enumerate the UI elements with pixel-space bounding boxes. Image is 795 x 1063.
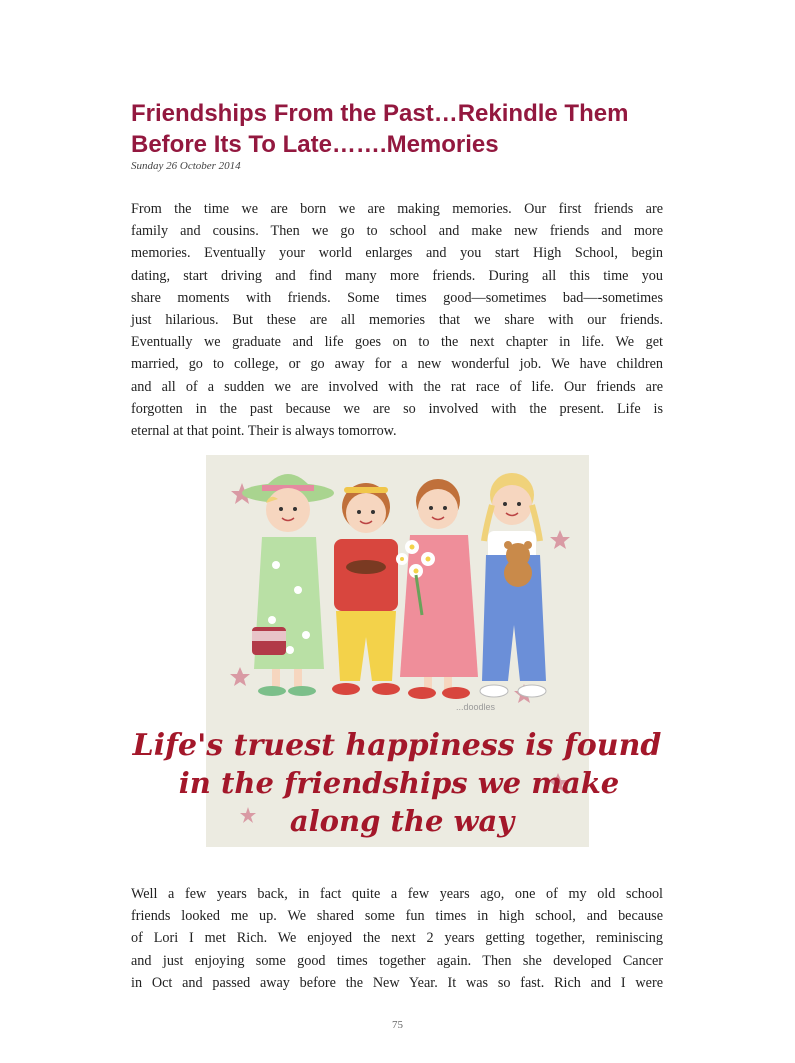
- image-watermark: ...doodles: [456, 702, 496, 712]
- paragraph-line: forgotten in the past because we are so involved with the present. Life is: [131, 400, 663, 417]
- paragraph-line: family and cousins. Then we go to school and make new friends and more: [131, 223, 663, 240]
- article-title: Friendships From the Past…Rekindle Them Before Its To Late…….Memories: [131, 100, 629, 158]
- paragraph-line: share moments with friends. Some times good—sometimes bad—-sometimes: [131, 289, 663, 306]
- paragraph-line: just hilarious. But these are all memories that we share with our friends.: [131, 311, 663, 328]
- image-caption-line: in the friendships we make: [178, 766, 620, 800]
- star-icon: [550, 530, 570, 549]
- paragraph-line: Well a few years back, in fact quite a few years ago, one of my old school: [131, 886, 663, 902]
- paragraph-1: [131, 198, 663, 442]
- paragraph-line: friends looked me up. We shared some fun times in high school, and because: [131, 908, 663, 925]
- article-date: Sunday 26 October 2014: [131, 160, 241, 172]
- star-icon: [240, 807, 256, 823]
- paragraph-line: Eventually we graduate and life goes on to the next chapter in life. We get: [131, 334, 663, 351]
- paragraph-line: eternal at that point. Their is always tomorrow.: [131, 422, 397, 439]
- paragraph-line: From the time we are born we are making memories. Our first friends are: [131, 201, 663, 217]
- girl-blue-overalls: [480, 473, 546, 697]
- paragraph-line: memories. Eventually your world enlarges and you start High School, begin: [131, 245, 663, 262]
- paragraph-line: married, go to college, or go away for a new wonderful job. We have children: [131, 356, 663, 373]
- paragraph-line: and just enjoying some good times together again. Then she developed Cancer: [131, 952, 663, 969]
- girl-pink-dress: [396, 479, 478, 699]
- paragraph-2: [131, 883, 663, 994]
- image-caption-line: Life's truest happiness is found: [132, 728, 662, 763]
- image-caption-line: along the way: [289, 804, 515, 838]
- paragraph-line: in Oct and passed away before the New Year. It was so fast. Rich and I were: [131, 974, 663, 991]
- girl-green-hat: [242, 474, 334, 696]
- star-icon: [230, 667, 250, 686]
- paragraph-line: of Lori I met Rich. We enjoyed the next 2 years getting together, reminiscing: [131, 930, 663, 947]
- page-number: 75: [392, 1019, 403, 1031]
- paragraph-line: dating, start driving and find many more friends. During all this time you: [131, 267, 663, 284]
- girl-red-shirt: [332, 483, 400, 695]
- friendship-illustration: [132, 455, 662, 847]
- paragraph-line: and all of a sudden we are involved with the rat race of life. Our friends are: [131, 378, 663, 395]
